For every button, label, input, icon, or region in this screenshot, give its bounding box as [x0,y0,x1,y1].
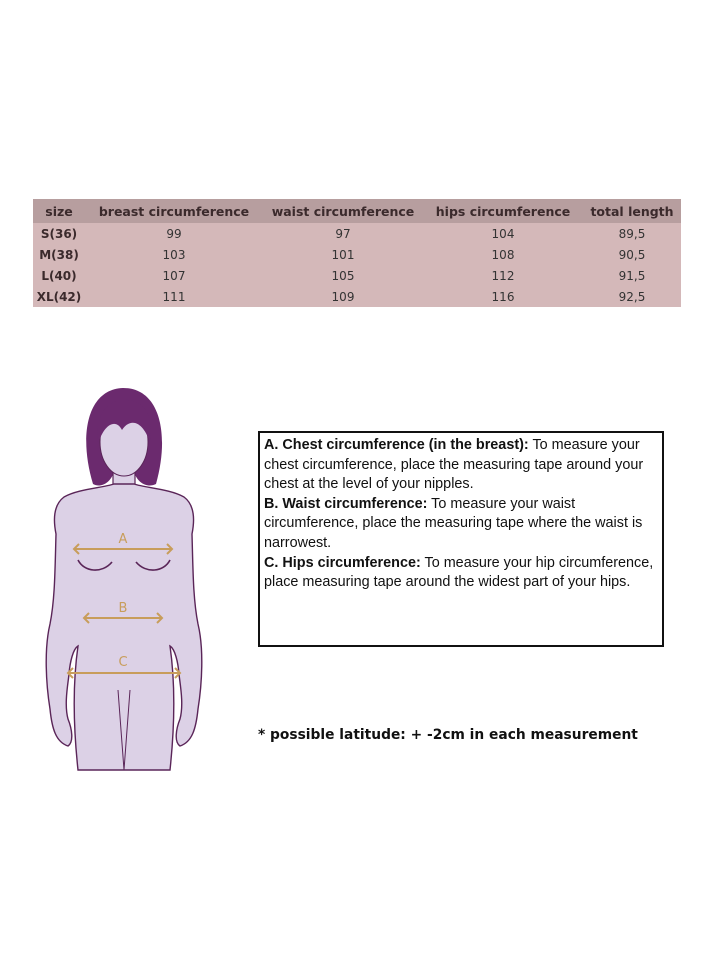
latitude-note: * possible latitude: + -2cm in each measurement [258,727,638,743]
size-cell: L(40) [33,265,85,286]
torso [46,484,202,770]
hips-cell: 116 [423,286,583,307]
header-total-length: total length [583,199,681,223]
waist-cell: 109 [263,286,423,307]
size-cell: S(36) [33,223,85,244]
hips-cell: 104 [423,223,583,244]
waist-cell: 101 [263,244,423,265]
size-table [33,199,681,307]
breast-cell: 103 [85,244,263,265]
breast-cell: 99 [85,223,263,244]
header-breast-circumference: breast circumference [85,199,263,223]
length-cell: 89,5 [583,223,681,244]
waist-heading: B. Waist circumference: [264,495,428,512]
label-chest: A [118,532,128,547]
measurement-instructions [258,431,664,647]
length-cell: 92,5 [583,286,681,307]
table-row [33,265,681,286]
label-hips: C [118,655,128,670]
chest-instruction [264,436,658,495]
breast-cell: 107 [85,265,263,286]
chest-heading: A. Chest circumference (in the breast): [264,437,529,453]
table-header-row [33,199,681,223]
body-measurement-figure [38,384,208,774]
table-row [33,223,681,244]
hips-heading: C. Hips circumference: [264,554,421,571]
chest-text: To measure your chest circumference, place the measuring tape around your chest at the level of your nipples. [264,437,644,493]
hips-instruction [264,554,658,593]
size-cell: XL(42) [33,286,85,307]
length-cell: 91,5 [583,265,681,286]
waist-cell: 97 [263,223,423,244]
waist-text: To measure your waist circumference, place the measuring tape where the waist is narrowest. [264,495,643,551]
table-row [33,286,681,307]
header-size: size [33,199,85,223]
breast-cell: 111 [85,286,263,307]
length-cell: 90,5 [583,244,681,265]
header-hips-circumference: hips circumference [423,199,583,223]
waist-cell: 105 [263,265,423,286]
hips-text: To measure your hip circumference, place measuring tape around the widest part of your hips. [264,554,654,591]
hips-cell: 112 [423,265,583,286]
table-row [33,244,681,265]
waist-instruction [264,495,658,554]
hips-cell: 108 [423,244,583,265]
header-waist-circumference: waist circumference [263,199,423,223]
size-cell: M(38) [33,244,85,265]
label-waist: B [118,601,128,616]
